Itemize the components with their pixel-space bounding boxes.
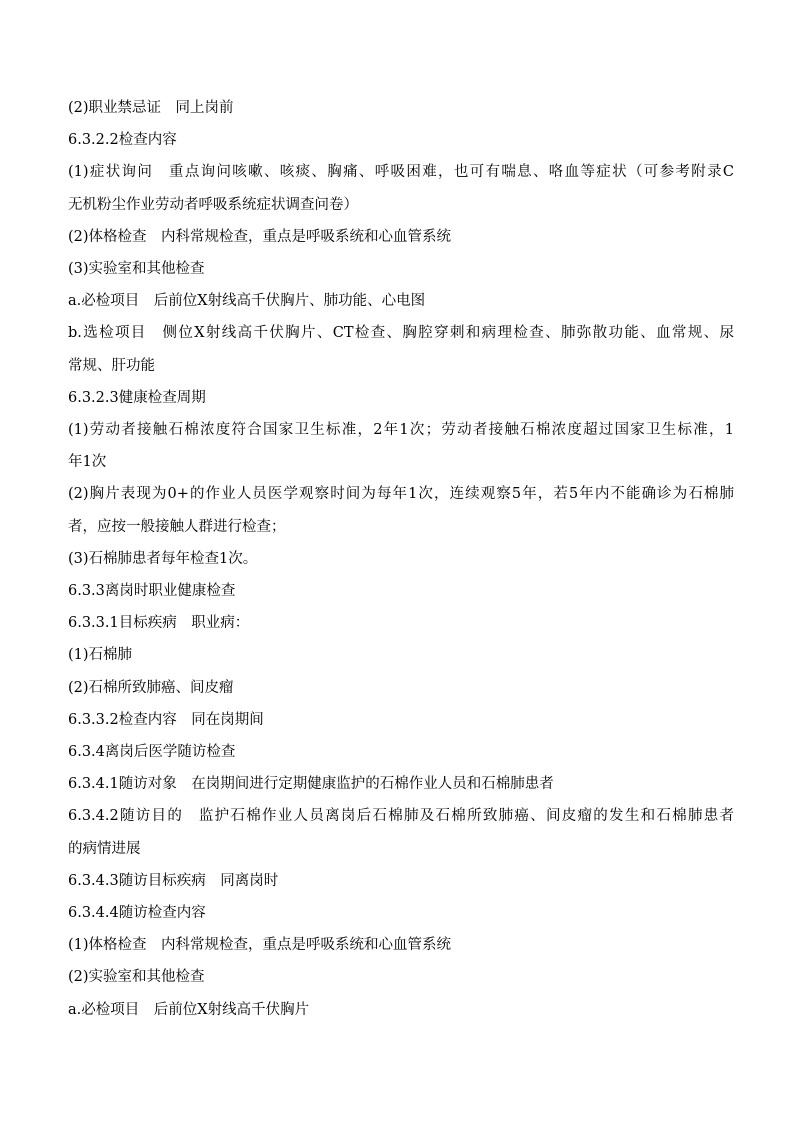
- section-heading: 6.3.4.2随访目的 监护石棉作业人员离岗后石棉肺及石棉所致肺癌、间皮瘤的发生和石棉肺患者: [68, 808, 734, 825]
- text-line: (1)劳动者接触石棉浓度符合国家卫生标准，2年1次；劳动者接触石棉浓度超过国家卫生标准，1: [68, 422, 734, 439]
- text-line: b.选检项目 侧位X射线高千伏胸片、CT检查、胸腔穿刺和病理检查、肺弥散功能、血常规、尿: [68, 325, 734, 342]
- section-heading: 6.3.3.1目标疾病 职业病：: [68, 615, 250, 632]
- text-line: (2)石棉所致肺癌、间皮瘤: [68, 679, 234, 696]
- section-heading: 6.3.4离岗后医学随访检查: [68, 744, 236, 761]
- section-heading: 6.3.3.2检查内容 同在岗期间: [68, 711, 264, 728]
- text-line: (1)症状询问 重点询问咳嗽、咳痰、胸痛、呼吸困难，也可有喘息、咯血等症状（可参考附录C: [68, 164, 734, 181]
- section-heading: 6.3.2.2检查内容: [68, 132, 177, 149]
- text-line: (2)体格检查 内科常规检查，重点是呼吸系统和心血管系统: [68, 228, 452, 245]
- text-line: a.必检项目 后前位X射线高千伏胸片: [68, 1001, 310, 1018]
- text-line: (2)胸片表现为0+的作业人员医学观察时间为每年1次，连续观察5年，若5年内不能确诊为石棉肺: [68, 486, 734, 503]
- text-line: (1)石棉肺: [68, 647, 133, 664]
- section-heading: 6.3.3离岗时职业健康检查: [68, 583, 236, 600]
- text-line: (3)石棉肺患者每年检查1次。: [68, 550, 258, 567]
- document-body: [68, 92, 734, 1026]
- text-line: a.必检项目 后前位X射线高千伏胸片、肺功能、心电图: [68, 293, 426, 310]
- text-line: (2)实验室和其他检查: [68, 969, 205, 986]
- text-line: (2)职业禁忌证 同上岗前: [68, 100, 234, 116]
- text-line: 常规、肝功能: [68, 357, 155, 374]
- text-line: 者，应按一般接触人群进行检查；: [68, 518, 286, 535]
- text-line: (3)实验室和其他检查: [68, 261, 205, 278]
- section-heading: 6.3.2.3健康检查周期: [68, 389, 206, 406]
- text-line: 的病情进展: [68, 840, 141, 857]
- section-heading: 6.3.4.3随访目标疾病 同离岗时: [68, 872, 279, 889]
- section-heading: 6.3.4.1随访对象 在岗期间进行定期健康监护的石棉作业人员和石棉肺患者: [68, 776, 554, 793]
- text-line: 年1次: [68, 454, 107, 471]
- section-heading: 6.3.4.4随访检查内容: [68, 905, 206, 922]
- text-line: 无机粉尘作业劳动者呼吸系统症状调查问卷）: [68, 196, 358, 213]
- text-line: (1)体格检查 内科常规检查，重点是呼吸系统和心血管系统: [68, 937, 452, 954]
